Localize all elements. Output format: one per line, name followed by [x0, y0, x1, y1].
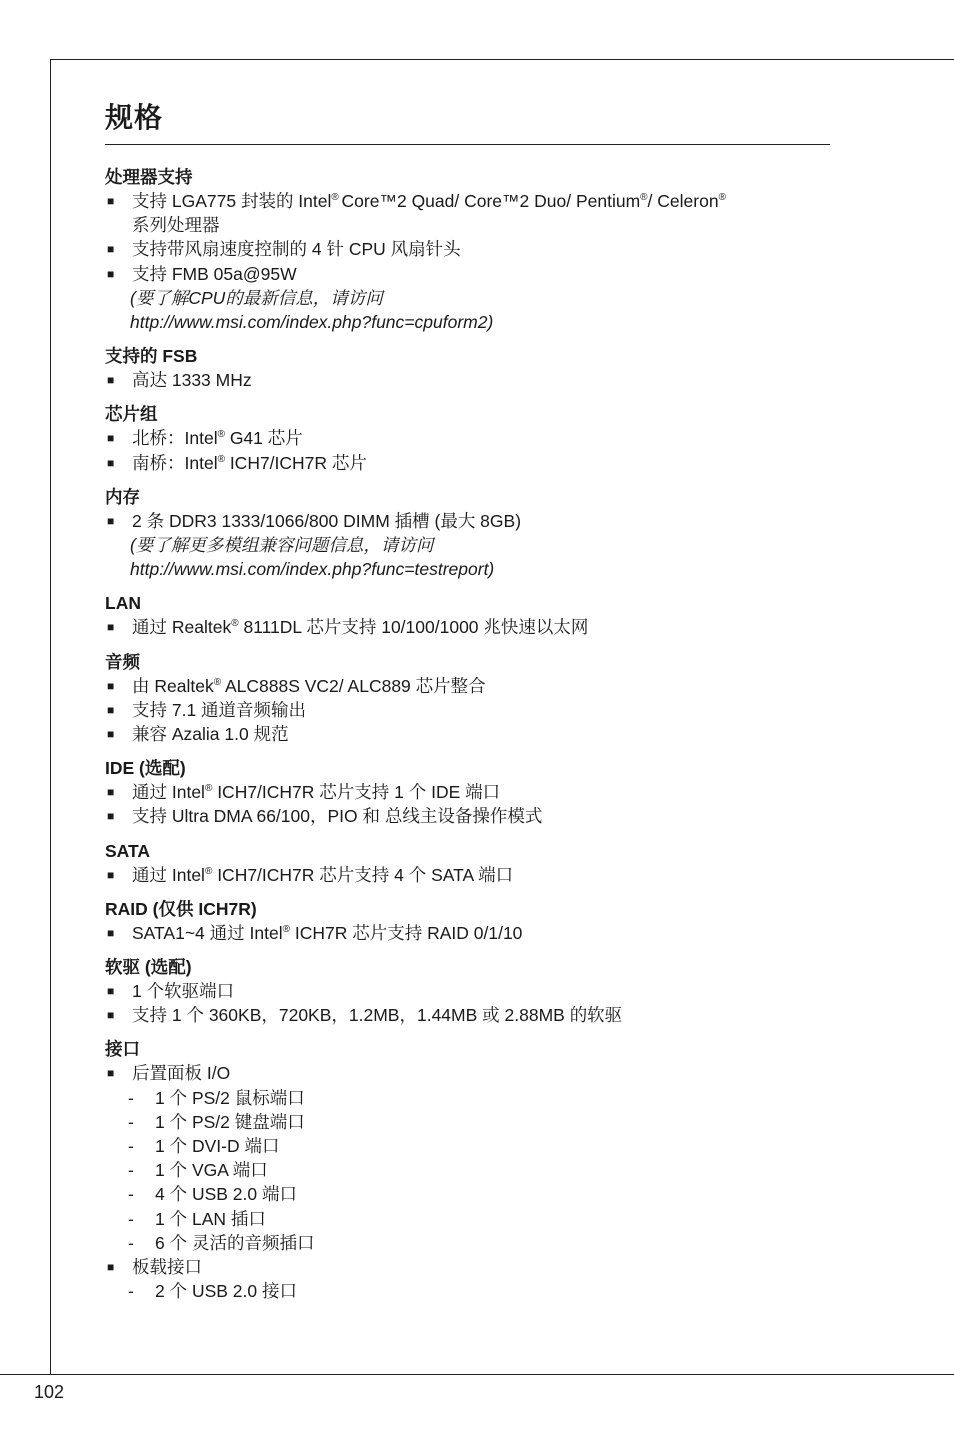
section-heading-lan: LAN: [105, 593, 141, 614]
cpu-note-link[interactable]: http://www.msi.com/index.php?func=cpuform2): [130, 312, 494, 333]
list-item: ■ SATA1~4 通过 Intel® ICH7R 芯片支持 RAID 0/1/10: [105, 921, 830, 945]
section-heading-audio: 音频: [105, 651, 140, 672]
bullet-icon: ■: [107, 678, 115, 693]
dash-icon: -: [128, 1232, 134, 1253]
frame-top-line: [50, 59, 954, 60]
dash-icon: -: [128, 1281, 134, 1302]
list-item: ■ 后置面板 I/O: [105, 1061, 830, 1085]
sub-list-item: - 1 个 LAN 插口: [105, 1207, 830, 1231]
bullet-icon: ■: [107, 620, 115, 635]
dash-icon: -: [128, 1136, 134, 1157]
section-chipset: [105, 402, 830, 474]
bullet-icon: ■: [107, 727, 115, 742]
bullet-icon: ■: [107, 785, 115, 800]
section-heading-raid: RAID (仅供 ICH7R): [105, 898, 257, 919]
dash-icon: -: [128, 1208, 134, 1229]
section-floppy: [105, 955, 830, 1027]
bullet-icon: ■: [107, 1260, 115, 1275]
cpu-note: (要了解CPU的最新信息，请访问: [130, 287, 383, 308]
dash-icon: -: [128, 1111, 134, 1132]
section-heading-memory: 内存: [105, 486, 140, 507]
section-cpu: [105, 165, 830, 334]
sub-list-item: - 2 个 USB 2.0 接口: [105, 1279, 830, 1303]
bullet-icon: ■: [107, 266, 115, 281]
list-item: ■ 1 个软驱端口: [105, 979, 830, 1003]
spec-content: [105, 96, 830, 1304]
sub-list-item: - 1 个 VGA 端口: [105, 1158, 830, 1182]
memory-note: (要了解更多模组兼容问题信息，请访问: [130, 535, 434, 556]
list-item-continuation: 系列处理器: [132, 215, 220, 236]
list-item: ■ 支持 FMB 05a@95W: [105, 262, 830, 286]
section-heading-ide: IDE (选配): [105, 758, 186, 779]
sub-list-item: - 1 个 PS/2 鼠标端口: [105, 1086, 830, 1110]
list-item: ■ 通过 Realtek® 8111DL 芯片支持 10/100/1000 兆快速以太网: [105, 615, 830, 639]
frame-left-line: [50, 59, 51, 1375]
dash-icon: -: [128, 1184, 134, 1205]
bullet-icon: ■: [107, 1066, 115, 1081]
list-item: ■ 支持 Ultra DMA 66/100，PIO 和 总线主设备操作模式: [105, 804, 830, 828]
section-heading-fsb: 支持的 FSB: [105, 346, 198, 367]
section-heading-chipset: 芯片组: [105, 404, 158, 425]
list-item: ■ 由 Realtek® ALC888S VC2/ ALC889 芯片整合: [105, 674, 830, 698]
list-item: ■ 北桥：Intel® G41 芯片: [105, 426, 830, 450]
bullet-icon: ■: [107, 194, 115, 208]
bullet-icon: ■: [107, 984, 115, 999]
list-item: ■ 板载接口: [105, 1255, 830, 1279]
frame-bottom-line: [0, 1374, 954, 1375]
memory-note-link[interactable]: http://www.msi.com/index.php?func=testreport): [130, 559, 495, 580]
bullet-icon: ■: [107, 1008, 115, 1023]
bullet-icon: ■: [107, 242, 115, 257]
bullet-icon: ■: [107, 925, 115, 940]
section-audio: [105, 650, 830, 747]
sub-list-item: - 6 个 灵活的音频插口: [105, 1231, 830, 1255]
list-item: ■ 通过 Intel® ICH7/ICH7R 芯片支持 1 个 IDE 端口: [105, 780, 830, 804]
section-heading-connectors: 接口: [105, 1039, 140, 1060]
section-heading-sata: SATA: [105, 840, 151, 861]
list-item: ■ 2 条 DDR3 1333/1066/800 DIMM 插槽 (最大 8GB): [105, 509, 830, 533]
bullet-icon: ■: [107, 867, 115, 882]
section-raid: [105, 897, 830, 945]
section-memory: [105, 485, 830, 582]
section-ide: [105, 756, 830, 828]
bullet-icon: ■: [107, 513, 115, 528]
list-item: ■ 支持带风扇速度控制的 4 针 CPU 风扇针头: [105, 237, 830, 261]
section-heading-cpu: 处理器支持: [105, 167, 193, 187]
page-number: 102: [34, 1382, 65, 1402]
list-item: ■ 兼容 Azalia 1.0 规范: [105, 722, 830, 746]
sub-list-item: - 4 个 USB 2.0 端口: [105, 1182, 830, 1206]
bullet-icon: ■: [107, 455, 115, 470]
list-item: ■ 高达 1333 MHz: [105, 368, 830, 392]
section-heading-floppy: 软驱 (选配): [105, 957, 192, 978]
dash-icon: -: [128, 1160, 134, 1181]
section-lan: [105, 591, 830, 639]
sub-list-item: - 1 个 DVI-D 端口: [105, 1134, 830, 1158]
page-title: 规格: [105, 96, 830, 145]
section-fsb: [105, 344, 830, 392]
section-sata: [105, 839, 830, 887]
dash-icon: -: [128, 1087, 134, 1108]
list-item: ■ 支持 1 个 360KB，720KB，1.2MB，1.44MB 或 2.88MB 的软驱: [105, 1003, 830, 1027]
section-connectors: [105, 1037, 830, 1303]
bullet-icon: ■: [107, 702, 115, 717]
list-item: ■ 支持 LGA775 封装的 Intel® Core™2 Quad/ Core™2 Duo/ Pentium®/ Celeron®: [105, 189, 830, 213]
sub-list-item: - 1 个 PS/2 键盘端口: [105, 1110, 830, 1134]
list-item: ■ 通过 Intel® ICH7/ICH7R 芯片支持 4 个 SATA 端口: [105, 863, 830, 887]
list-item: ■ 支持 7.1 通道音频输出: [105, 698, 830, 722]
list-item: ■ 南桥：Intel® ICH7/ICH7R 芯片: [105, 451, 830, 475]
bullet-icon: ■: [107, 431, 115, 446]
bullet-icon: ■: [107, 809, 115, 824]
bullet-icon: ■: [107, 373, 115, 388]
